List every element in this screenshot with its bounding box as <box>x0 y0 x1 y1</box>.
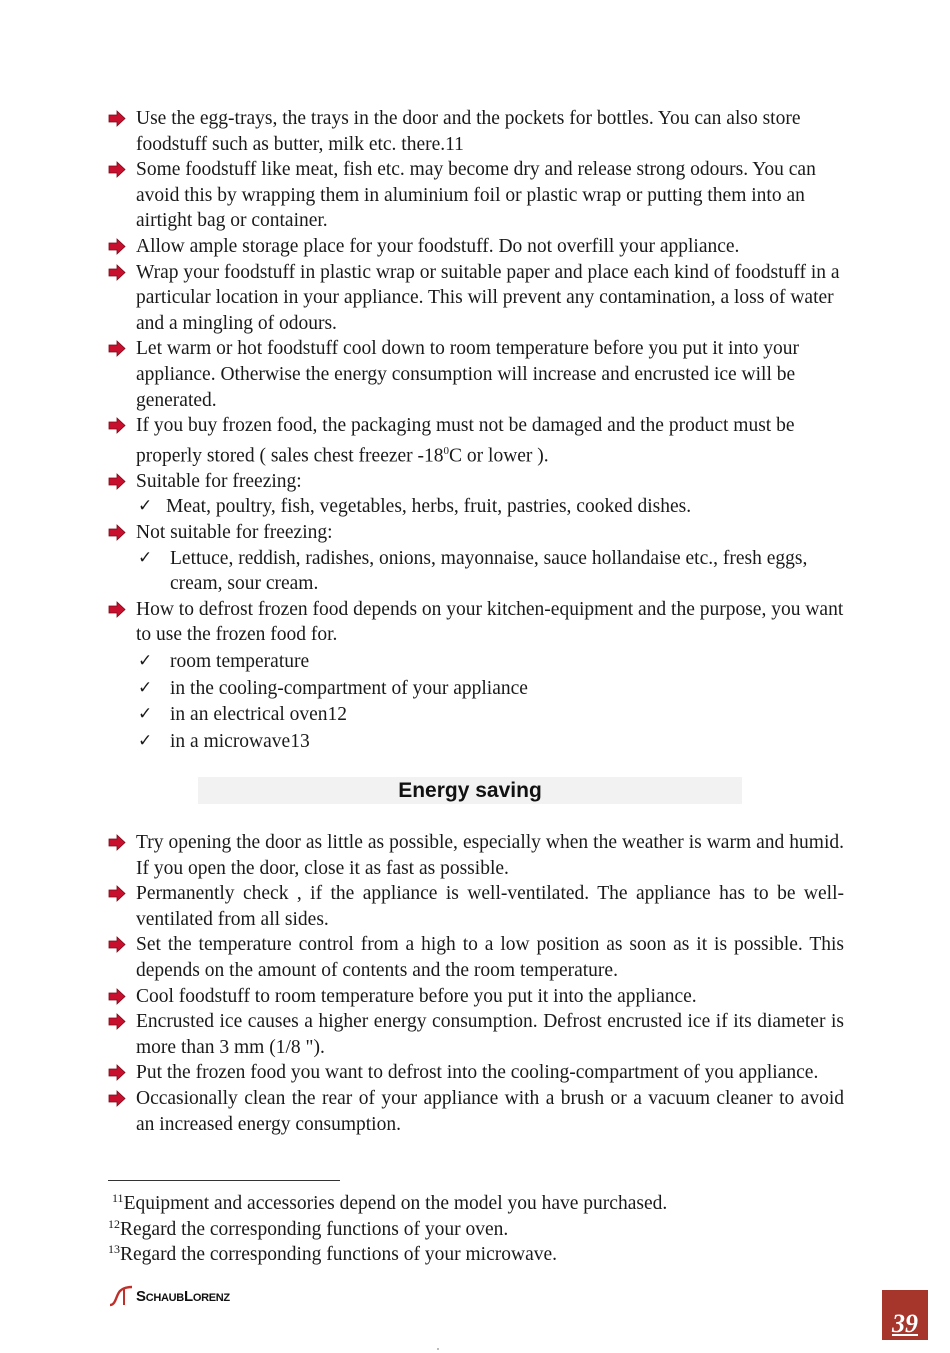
footnote-number: 12 <box>108 1216 120 1231</box>
list-item-text: Some foodstuff like meat, fish etc. may become dry and release strong odours. You can avoid this by wrapping them in aluminium foil or plastic wrap or putting them into an airtight bag or container. <box>136 159 816 232</box>
footnote <box>108 1242 848 1268</box>
list-item-text: Put the frozen food you want to defrost into the cooling-compartment of you appliance. <box>136 1062 819 1084</box>
list-item <box>108 1060 844 1086</box>
list-item <box>108 260 844 337</box>
checkmark-icon: ✓ <box>138 704 153 725</box>
checkmark-icon: ✓ <box>138 547 153 568</box>
footnote-text: Regard the corresponding functions of your oven. <box>120 1218 509 1240</box>
red-arrow-bullet-icon <box>108 834 126 851</box>
list-item <box>108 336 844 413</box>
degree-superscript: 0 <box>443 444 450 457</box>
list-item-text: Suitable for freezing: <box>136 470 302 492</box>
footnote-number: 11 <box>112 1191 124 1205</box>
check-item <box>108 546 844 597</box>
scan-speck <box>437 1348 439 1350</box>
list-item-text: Allow ample storage place for your foodstuff. Do not overfill your appliance. <box>136 235 740 257</box>
red-arrow-bullet-icon <box>108 885 126 902</box>
list-item <box>108 932 844 983</box>
list-item-text: Cool foodstuff to room temperature before you put it into the appliance. <box>136 985 697 1007</box>
check-item-text: in a microwave13 <box>170 730 310 752</box>
red-arrow-bullet-icon <box>108 473 126 490</box>
list-item-text: Occasionally clean the rear of your appliance with a brush or a vacuum cleaner to avoid an increased energy consumption. <box>136 1087 844 1135</box>
footnote <box>108 1217 848 1243</box>
list-item-text-end: C or lower ). <box>449 445 549 467</box>
check-item-text: room temperature <box>170 650 310 672</box>
energy-saving-list <box>108 830 844 1137</box>
footnote <box>108 1191 848 1217</box>
list-item <box>108 520 844 546</box>
list-item-text: Set the temperature control from a high to a low position as soon as it is possible. This depends on the amount of contents and the room temperature. <box>136 934 844 981</box>
red-arrow-bullet-icon <box>108 1013 126 1030</box>
red-arrow-bullet-icon <box>108 340 126 357</box>
storage-tips-list <box>108 106 844 754</box>
red-arrow-bullet-icon <box>108 161 126 178</box>
red-arrow-bullet-icon <box>108 110 126 127</box>
check-item-text: in an electrical oven12 <box>170 704 348 726</box>
check-item-text: in the cooling-compartment of your appliance <box>170 677 528 699</box>
check-item-text: Lettuce, reddish, radishes, onions, mayonnaise, sauce hollandaise etc., fresh eggs, cream, sour cream. <box>170 547 808 595</box>
list-item-text: Use the egg-trays, the trays in the door and the pockets for bottles. You can also store foodstuff such as butter, milk etc. there.11 <box>136 108 801 155</box>
brand-logo <box>108 1285 230 1307</box>
list-item <box>108 1009 844 1060</box>
page-number: 39 <box>892 1309 918 1338</box>
check-item-text: Meat, poultry, fish, vegetables, herbs, fruit, pastries, cooked dishes. <box>166 496 692 518</box>
section-heading: Energy saving <box>198 777 742 804</box>
brand-swoosh-icon <box>108 1285 134 1307</box>
list-item <box>108 881 844 932</box>
footnotes <box>108 1191 848 1268</box>
list-item <box>108 234 844 260</box>
brand-wordmark: SCHAUBLORENZ <box>136 1287 230 1305</box>
footnote-text: Equipment and accessories depend on the model you have purchased. <box>123 1193 668 1214</box>
red-arrow-bullet-icon <box>108 238 126 255</box>
red-arrow-bullet-icon <box>108 1090 126 1107</box>
red-arrow-bullet-icon <box>108 601 126 618</box>
check-item <box>108 676 844 702</box>
check-item <box>108 729 844 755</box>
red-arrow-bullet-icon <box>108 524 126 541</box>
footnote-number: 13 <box>108 1242 120 1257</box>
checkmark-icon: ✓ <box>138 730 153 751</box>
list-item-text: Encrusted ice causes a higher energy consumption. Defrost encrusted ice if its diameter is more than 3 mm (1/8 "). <box>136 1011 844 1058</box>
checkmark-icon: ✓ <box>138 650 153 671</box>
checkmark-icon: ✓ <box>138 677 153 698</box>
red-arrow-bullet-icon <box>108 988 126 1005</box>
list-item-text: How to defrost frozen food depends on your kitchen-equipment and the purpose, you want to use the frozen food for. <box>136 598 844 646</box>
check-item <box>108 702 844 728</box>
list-item-text: Let warm or hot foodstuff cool down to room temperature before you put it into your appliance. Otherwise the energy consumption will increase and encrusted ice will be generated. <box>136 338 800 411</box>
list-item <box>108 597 844 648</box>
footnote-divider <box>108 1180 340 1181</box>
check-item <box>108 649 844 675</box>
list-item <box>108 984 844 1010</box>
list-item <box>108 469 844 495</box>
page-number-box <box>882 1290 928 1340</box>
red-arrow-bullet-icon <box>108 264 126 281</box>
check-item <box>108 494 844 520</box>
checkmark-icon: ✓ <box>138 496 153 517</box>
red-arrow-bullet-icon <box>108 1064 126 1081</box>
list-item <box>108 413 844 469</box>
list-item-text: Not suitable for freezing: <box>136 522 333 543</box>
list-item-text: Try opening the door as little as possible, especially when the weather is warm and humid. If you open the door, close it as fast as possible. <box>136 832 844 879</box>
list-item <box>108 106 844 157</box>
red-arrow-bullet-icon <box>108 417 126 434</box>
list-item <box>108 830 844 881</box>
red-arrow-bullet-icon <box>108 936 126 953</box>
footnote-text: Regard the corresponding functions of your microwave. <box>120 1244 557 1266</box>
list-item <box>108 1086 844 1137</box>
list-item-text: Wrap your foodstuff in plastic wrap or suitable paper and place each kind of foodstuff in a particular location in your appliance. This will prevent any contamination, a loss of water and a mingling of odours. <box>136 261 840 334</box>
list-item-text: If you buy frozen food, the packaging must not be damaged and the product must be properly stored ( sales chest freezer -18 <box>136 415 795 467</box>
list-item-text: Permanently check , if the appliance is well-ventilated. The appliance has to be well-ventilated from all sides. <box>136 883 844 930</box>
list-item <box>108 157 844 234</box>
